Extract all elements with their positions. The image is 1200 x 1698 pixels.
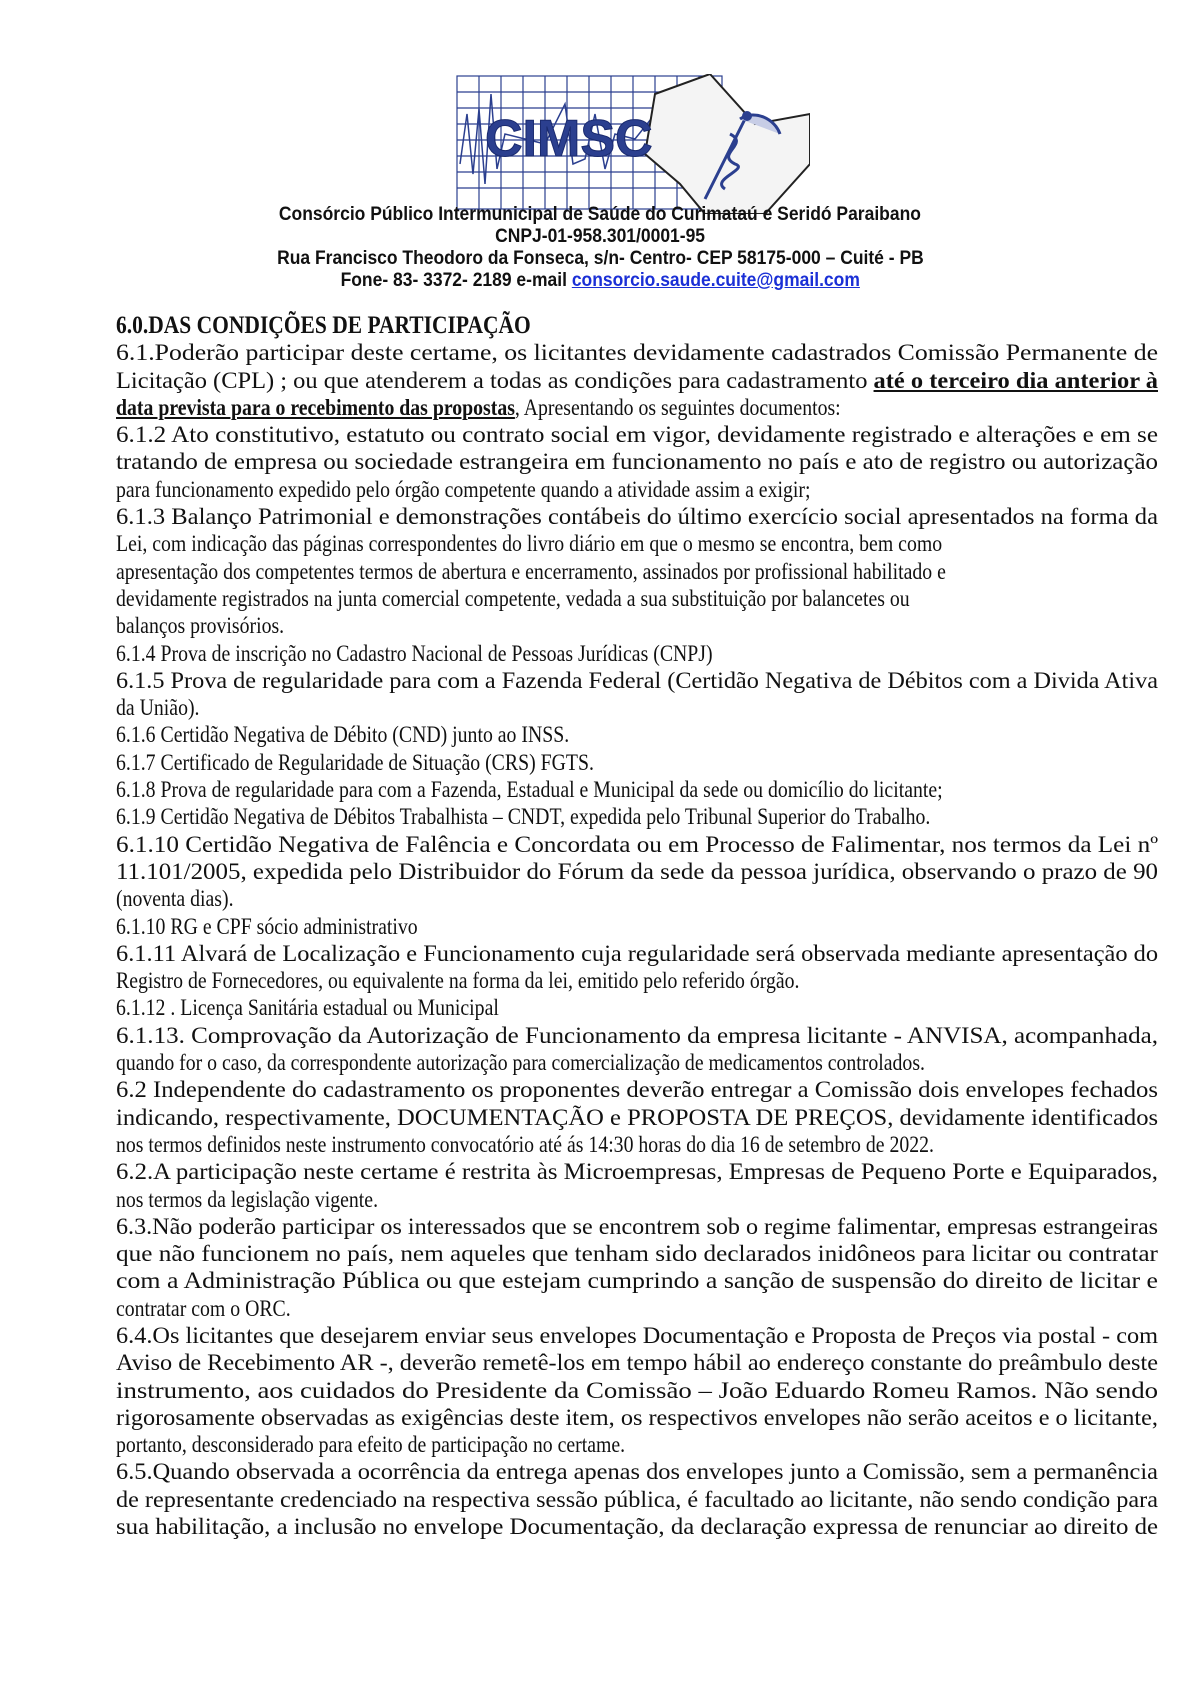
text-line: 6.1.12 . Licença Sanitária estadual ou Municipal	[116, 995, 499, 1021]
text-line: data prevista para o recebimento das propostas, Apresentando os seguintes documentos:	[116, 394, 841, 420]
cimsc-logo	[455, 74, 810, 214]
address: Rua Francisco Theodoro da Fonseca, s/n- Centro- CEP 58175-000 – Cuité - PB	[276, 248, 924, 269]
text-line: que não funcionem no país, nem aqueles que tenham sido declarados inidôneos para licitar ou contratar	[116, 1241, 1158, 1267]
email-link[interactable]: consorcio.saude.cuite@gmail.com	[571, 270, 860, 291]
text-line: 6.1.3 Balanço Patrimonial e demonstrações contábeis do último exercício social apresentados na forma da	[116, 504, 1158, 530]
text-line: 6.1.6 Certidão Negativa de Débito (CND) junto ao INSS.	[116, 722, 570, 748]
org-name: Consórcio Público Intermunicipal de Saúde do Curimataú e Seridó Paraibano	[278, 204, 922, 225]
text-line: tratando de empresa ou sociedade estrangeira em funcionamento no país e ato de registro ou autorização	[116, 449, 1159, 475]
section-lines	[116, 339, 1158, 1540]
text-line: 6.1.7 Certificado de Regularidade de Situação (CRS) FGTS.	[116, 749, 594, 775]
phone: Fone- 83- 3372- 2189 e-mail	[340, 270, 572, 291]
text-line: portanto, desconsiderado para efeito de participação no certame.	[116, 1432, 626, 1458]
text-line: apresentação dos competentes termos de abertura e encerramento, assinados por profissional habilitado e	[116, 558, 946, 584]
text-line: 11.101/2005, expedida pelo Distribuidor do Fórum da sede da pessoa jurídica, observando o prazo de 90	[116, 858, 1159, 884]
section-title: 6.0.DAS CONDIÇÕES DE PARTICIPAÇÃO	[116, 312, 531, 339]
text-line: Aviso de Recebimento AR -, deverão remetê-los em tempo hábil ao endereço constante do preâmbulo deste	[116, 1350, 1159, 1376]
text-line: nos termos definidos neste instrumento convocatório até ás 14:30 horas do dia 16 de setembro de 2022.	[116, 1131, 934, 1157]
text-line: 6.1.8 Prova de regularidade para com a Fazenda, Estadual e Municipal da sede ou domicílio do licitante;	[116, 777, 943, 803]
text-line: (noventa dias).	[116, 886, 234, 912]
section-body	[116, 312, 1158, 1540]
text-line: 6.1.5 Prova de regularidade para com a Fazenda Federal (Certidão Negativa de Débitos com a Divida Ativa	[116, 667, 1159, 693]
text-line: 6.2.A participação neste certame é restrita às Microempresas, Empresas de Pequeno Porte e Equiparados,	[116, 1159, 1158, 1185]
text-line: para funcionamento expedido pelo órgão competente quando a atividade assim a exigir;	[116, 476, 811, 502]
text-line: 6.1.Poderão participar deste certame, os licitantes devidamente cadastrados Comissão Permanente de	[116, 340, 1159, 366]
contact-line	[0, 269, 1200, 292]
text-line: 6.3.Não poderão participar os interessados que se encontrem sob o regime falimentar, empresas estrangeiras	[116, 1213, 1159, 1239]
text-line: sua habilitação, a inclusão no envelope Documentação, da declaração expressa de renunciar ao direito de	[116, 1514, 1159, 1540]
text-line: com a Administração Pública ou que estejam cumprindo a sanção de suspensão do direito de licitar e	[116, 1268, 1159, 1294]
logo-text: CIMSC	[485, 110, 653, 168]
text-line: 6.4.Os licitantes que desejarem enviar seus envelopes Documentação e Proposta de Preços via postal - com	[116, 1322, 1159, 1348]
text-line: de representante credenciado na respectiva sessão pública, é facultado ao licitante, não sendo condição para	[116, 1486, 1158, 1512]
emphasis-text: até o terceiro dia anterior à	[873, 367, 1159, 393]
medical-cross-icon	[645, 74, 810, 214]
text-line: Licitação (CPL) ; ou que atenderem a todas as condições para cadastramento até o terceiro dia anterior à	[116, 367, 1159, 393]
text-line: 6.1.13. Comprovação da Autorização de Funcionamento da empresa licitante - ANVISA, acompanhada,	[116, 1022, 1159, 1048]
text-line: indicando, respectivamente, DOCUMENTAÇÃO e PROPOSTA DE PREÇOS, devidamente identificados	[116, 1104, 1159, 1130]
text-line: 6.1.10 Certidão Negativa de Falência e Concordata ou em Processo de Falimentar, nos termos da Lei nº	[116, 831, 1159, 857]
text-line: Lei, com indicação das páginas correspondentes do livro diário em que o mesmo se encontra, bem como	[116, 531, 943, 557]
text-line: balanços provisórios.	[116, 613, 285, 639]
cnpj: CNPJ-01-958.301/0001-95	[495, 226, 705, 247]
text-line: 6.1.10 RG e CPF sócio administrativo	[116, 913, 418, 939]
text-line: 6.1.4 Prova de inscrição no Cadastro Nacional de Pessoas Jurídicas (CNPJ)	[116, 640, 713, 666]
text-line: 6.1.2 Ato constitutivo, estatuto ou contrato social em vigor, devidamente registrado e alterações e em se	[116, 422, 1159, 448]
text-line: Registro de Fornecedores, ou equivalente na forma da lei, emitido pelo referido órgão.	[116, 968, 800, 994]
text-line: 6.5.Quando observada a ocorrência da entrega apenas dos envelopes junto a Comissão, sem a permanência	[116, 1459, 1158, 1485]
text-line: da União).	[116, 695, 200, 721]
text-line: devidamente registrados na junta comercial competente, vedada a sua substituição por balancetes ou	[116, 585, 910, 611]
text-line: 6.1.9 Certidão Negativa de Débitos Trabalhista – CNDT, expedida pelo Tribunal Superior do Trabalho.	[116, 804, 931, 830]
text-line: 6.1.11 Alvará de Localização e Funcionamento cuja regularidade será observada mediante apresentação do	[116, 940, 1159, 966]
emphasis-text: data prevista para o recebimento das propostas	[116, 394, 515, 420]
text-line: quando for o caso, da correspondente autorização para comercialização de medicamentos controlados.	[116, 1050, 925, 1076]
text-line: contratar com o ORC.	[116, 1295, 291, 1321]
text-line: instrumento, aos cuidados do Presidente da Comissão – João Eduardo Romeu Ramos. Não sendo	[116, 1377, 1159, 1403]
text-line: nos termos da legislação vigente.	[116, 1186, 379, 1212]
text-line: rigorosamente observadas as exigências deste item, os respectivos envelopes não serão aceitos e o licitante,	[116, 1404, 1158, 1430]
text-line: 6.2 Independente do cadastramento os proponentes deverão entregar a Comissão dois envelopes fechados	[116, 1077, 1158, 1103]
